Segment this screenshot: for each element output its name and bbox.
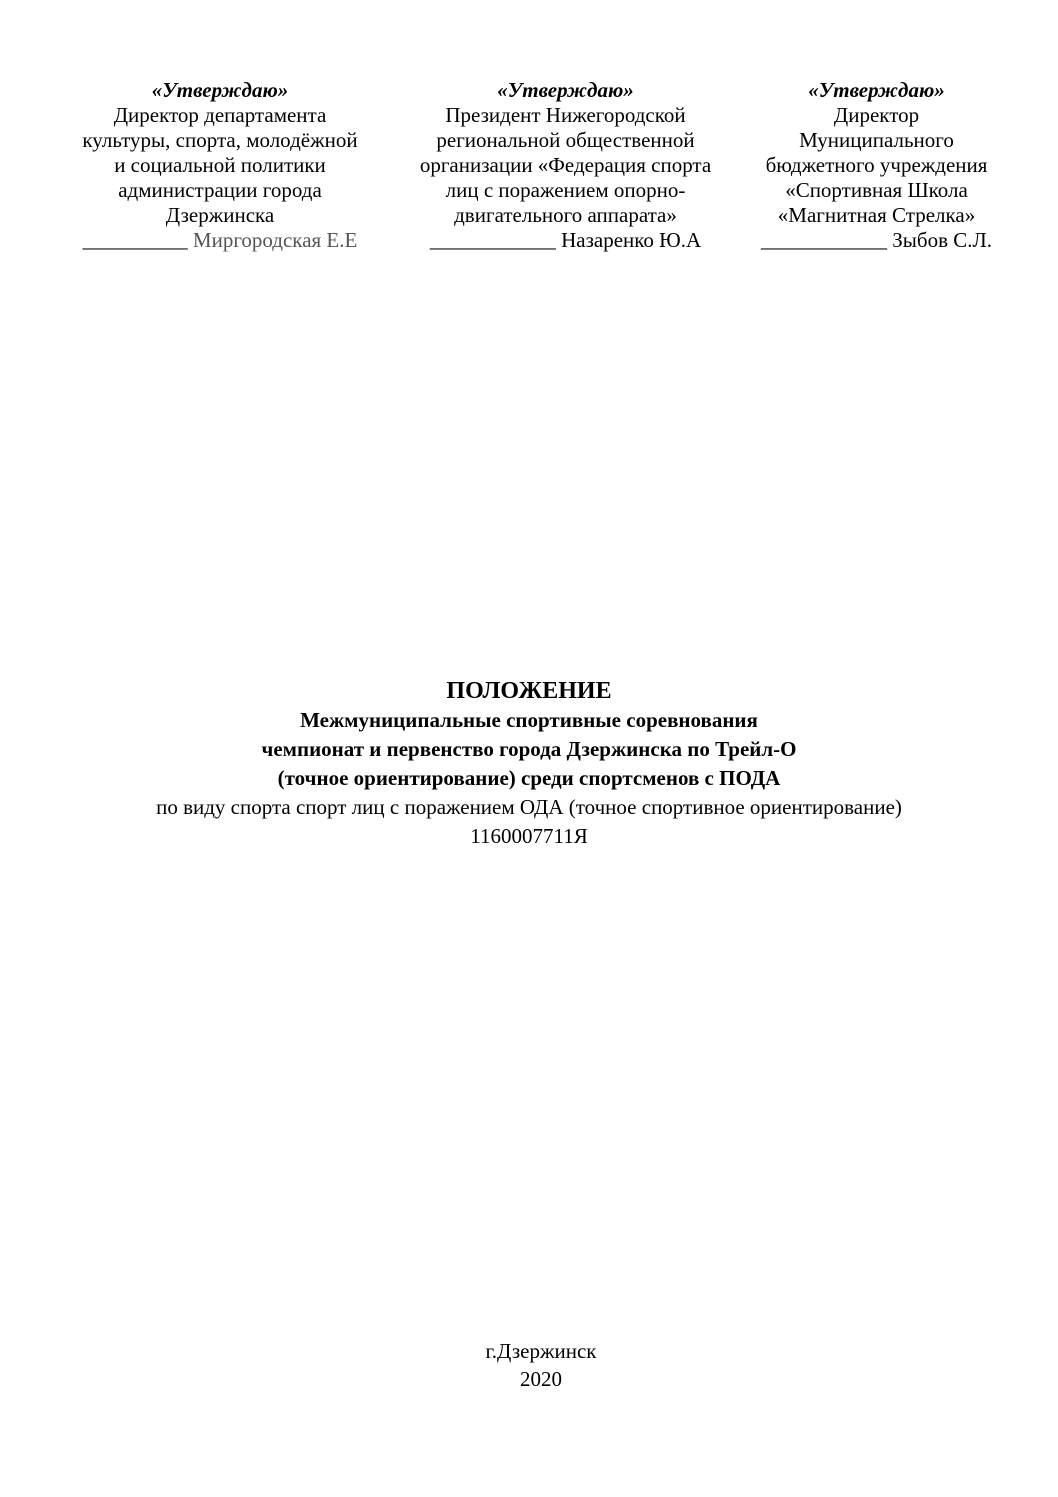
- approval-line: администрации города: [118, 178, 322, 202]
- approval-line: двигательного аппарата»: [454, 203, 677, 227]
- approval-block-federation: [398, 78, 733, 253]
- approval-block-school: [744, 78, 1009, 253]
- approval-heading: «Утверждаю»: [808, 78, 945, 102]
- approval-line: «Спортивная Школа: [785, 178, 968, 202]
- approval-block-department: [55, 78, 385, 253]
- approval-line: Дзержинска: [165, 203, 275, 227]
- signatory-name: Зыбов С.Л.: [892, 228, 992, 252]
- title-line: чемпионат и первенство города Дзержинска по Трейл-О: [261, 737, 797, 761]
- signature-row: [55, 228, 385, 253]
- signature-row: [744, 228, 1009, 253]
- footer-city: г.Дзержинск: [485, 1339, 597, 1363]
- title-line: Межмуниципальные спортивные соревнования: [300, 708, 758, 732]
- approval-line: Президент Нижегородской: [445, 103, 686, 127]
- title-line: (точное ориентирование) среди спортсменов с ПОДА: [277, 766, 781, 790]
- signature-line: __________: [82, 228, 188, 252]
- footer-year: 2020: [520, 1367, 562, 1391]
- document-footer: [0, 1337, 1058, 1393]
- approval-line: Директор: [833, 103, 920, 127]
- signature-line: ____________: [429, 228, 556, 252]
- approval-line: «Магнитная Стрелка»: [777, 203, 976, 227]
- sport-line: по виду спорта спорт лиц с поражением ОДА (точное спортивное ориентирование): [156, 795, 902, 819]
- signatory-name: Назаренко Ю.А: [561, 228, 702, 252]
- approval-line: Директор департамента: [113, 103, 327, 127]
- signature-line: ____________: [761, 228, 887, 252]
- sport-code: 1160007711Я: [470, 824, 588, 848]
- approval-heading: «Утверждаю»: [497, 78, 634, 102]
- approval-line: культуры, спорта, молодёжной: [82, 128, 358, 152]
- approval-line: бюджетного учреждения: [765, 153, 988, 177]
- approval-line: и социальной политики: [114, 153, 326, 177]
- signatory-name: Миргородская Е.Е: [192, 228, 358, 252]
- approval-line: Муниципального: [799, 128, 954, 152]
- approval-line: организации «Федерация спорта: [419, 153, 712, 177]
- document-title: ПОЛОЖЕНИЕ: [446, 678, 612, 704]
- signature-row: [398, 228, 733, 253]
- approval-line: региональной общественной: [436, 128, 695, 152]
- document-title-block: [0, 676, 1058, 851]
- approval-line: лиц с поражением опорно-: [445, 178, 686, 202]
- approval-heading: «Утверждаю»: [151, 78, 289, 102]
